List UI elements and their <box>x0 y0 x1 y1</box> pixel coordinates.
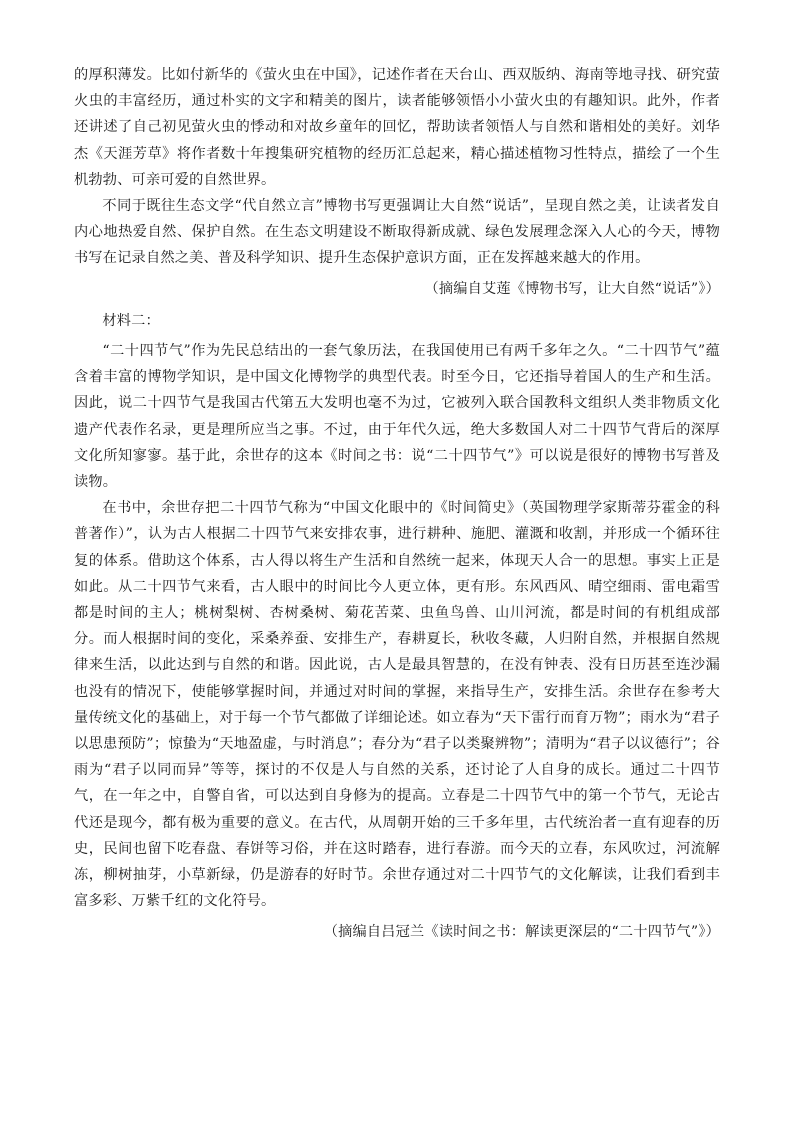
paragraph-ecological-writing: 不同于既往生态文学“代自然立言”博物书写更强调让大自然“说话”，呈现自然之美，让读者发自内心地热爱自然、保护自然。在生态文明建设不断取得新成就、绿色发展理念深入人心的今天，博物书写在记录自然之美、普及科学知识、提升生态保护意识方面，正在发挥越来越大的作用。 <box>74 198 720 267</box>
material-2-heading: 材料二： <box>102 312 160 329</box>
document-body <box>74 62 720 945</box>
paragraph-solar-terms-intro: “二十四节气”作为先民总结出的一套气象历法，在我国使用已有两千多年之久。“二十四节气”蕴含着丰富的博物学知识，是中国文化博物学的典型代表。时至今日，它还指导着国人的生产和生活。因此，说二十四节气是我国古代第五大发明也毫不为过，它被列入联合国教科文组织人类非物质文化遗产代表作名录，更是理所应当之事。不过，由于年代久远，绝大多数国人对二十四节气背后的深厚文化所知寥寥。基于此，余世存的这本《时间之书：说“二十四节气”》可以说是很好的博物书写普及读物。 <box>74 343 720 491</box>
paragraph-book-discussion: 在书中，余世存把二十四节气称为“中国文化眼中的《时间简史》（英国物理学家斯蒂芬霍金的科普著作）”，认为古人根据二十四节气来安排农事，进行耕种、施肥、灌溉和收割，并形成一个循环往复的体系。借助这个体系，古人得以将生产生活和自然统一起来，体现天人合一的思想。事实上正是如此。从二十四节气来看，古人眼中的时间比今人更立体，更有形。东风西风、晴空细雨、雷电霜雪都是时间的主人；桃树梨树、杏树桑树、菊花苦菜、虫鱼鸟兽、山川河流，都是时间的有机组成部分。而人根据时间的变化，采桑养蚕、安排生产，春耕夏长，秋收冬藏，人归附自然，并根据自然规律来生活，以此达到与自然的和谐。因此说，古人是最具智慧的，在没有钟表、没有日历甚至连沙漏也没有的情况下，使能够掌握时间，并通过对时间的掌握，来指导生产，安排生活。余世存在参考大量传统文化的基础上，对于每一个节气都做了详细论述。如立春为“天下雷行而育万物”；雨水为“君子以思患预防”；惊蛰为“天地盈虚，与时消息”；春分为“君子以类聚辨物”；清明为“君子以议德行”；谷雨为“君子以同而异”等等，探讨的不仅是人与自然的关系，还讨论了人自身的成长。通过二十四节气，在一年之中，自警自省，可以达到自身修为的提高。立春是二十四节气中的第一个节气，无论古代还是现今，都有极为重要的意义。在古代，从周朝开始的三千多年里，古代统治者一直有迎春的历史，民间也留下吃春盘、春饼等习俗，并在这时踏春，进行春游。而今天的立春，东风吹过，河流解冻，柳树抽芽，小草新绿，仍是游春的好时节。余世存通过对二十四节气的文化解读，让我们看到丰富多彩、万紫千红的文化符号。 <box>74 500 720 910</box>
source-citation-material-1: （摘编自艾莲《博物书写，让大自然“说话”》） <box>424 280 720 297</box>
source-citation-material-2: （摘编自吕冠兰《读时间之书：解读更深层的“二十四节气”》） <box>323 923 720 940</box>
paragraph-continuation: 的厚积薄发。比如付新华的《萤火虫在中国》，记述作者在天台山、西双版纳、海南等地寻找、研究萤火虫的丰富经历，通过朴实的文字和精美的图片，读者能够领悟小小萤火虫的有趣知识。此外，作者还讲述了自己初见萤火虫的悸动和对故乡童年的回忆，帮助读者领悟人与自然和谐相处的美好。刘华杰《天涯芳草》将作者数十年搜集研究植物的经历汇总起来，精心描述植物习性特点，描绘了一个生机勃勃、可亲可爱的自然世界。 <box>74 67 720 188</box>
